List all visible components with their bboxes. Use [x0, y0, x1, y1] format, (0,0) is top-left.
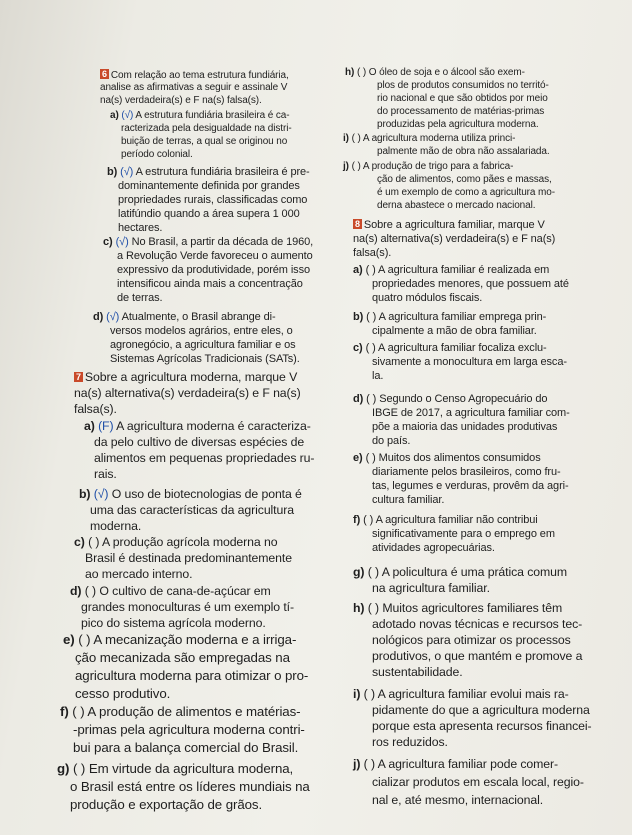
q7-item-f-mark[interactable]: ( ) [72, 704, 85, 719]
q8-item-i-mark[interactable]: ( ) [363, 687, 375, 701]
q7-item-d-line-1: d) ( ) O cultivo de cana-de-açúcar em [70, 584, 271, 598]
question-8-line-3: falsa(s). [353, 247, 392, 259]
q8-item-d-line-4: do país. [372, 435, 411, 447]
q7-item-c-line-1: c) ( ) A produção agrícola moderna no [74, 535, 278, 549]
q6-item-b-line-1: b) (√) A estrutura fundiária brasileira é pre- [107, 166, 310, 178]
q8-item-e-line-1: e) ( ) Muitos dos alimentos consumidos [353, 452, 541, 464]
q8-item-h-line-4: produtivos, o que mantém e promove a [372, 649, 583, 663]
q8-item-i-line-3: porque esta apresenta recursos financei- [372, 719, 592, 733]
q6-item-a-line-4: período colonial. [121, 149, 193, 160]
q7-item-e-line-1: e) ( ) A mecanização moderna e a irriga- [63, 632, 297, 647]
q7-item-h-line-3: rio nacional e que são obtidos por meio [377, 93, 548, 104]
q6-item-c-line-5: de terras. [117, 292, 163, 304]
q7-item-g-line-3: produção e exportação de grãos. [70, 797, 263, 812]
q8-item-e-mark[interactable]: ( ) [365, 452, 376, 464]
q7-item-b-line-2: uma das características da agricultura [90, 503, 294, 517]
q6-item-c-line-1: c) (√) No Brasil, a partir da década de 1960, [103, 236, 314, 248]
q7-item-h-line-1: h) ( ) O óleo de soja e o álcool são exem- [345, 67, 525, 78]
q6-item-b-line-4: latifúndio quando a área supera 1 000 [118, 208, 300, 220]
q8-item-a-line-3: quatro módulos fiscais. [372, 292, 483, 304]
q6-item-b-mark[interactable]: (√) [120, 166, 134, 178]
q7-item-g-mark[interactable]: ( ) [72, 761, 86, 776]
q6-item-d-line-1: d) (√) Atualmente, o Brasil abrange di- [93, 311, 276, 323]
q8-item-g-line-1: g) ( ) A policultura é uma prática comum [353, 565, 568, 579]
q6-item-c-line-3: expressivo da produtividade, porém isso [117, 264, 310, 276]
q6-item-b-line-2: dominantemente definida por grandes [118, 180, 300, 192]
q8-item-i-line-1: i) ( ) A agricultura familiar evolui mais ra- [353, 687, 569, 701]
q8-item-g-mark[interactable]: ( ) [367, 565, 380, 579]
q8-item-h-line-3: nológicos para otimizar os processos [372, 633, 571, 647]
q7-item-a-line-3: alimentos em pequenas propriedades ru- [94, 451, 315, 465]
q8-item-b-line-1: b) ( ) A agricultura familiar emprega prin- [353, 311, 547, 323]
q7-item-c-line-2: Brasil é destinada predominantemente [85, 551, 292, 565]
q7-item-i-line-2: palmente mão de obra não assalariada. [377, 146, 550, 157]
q6-item-a-line-2: racterizada pela desigualdade na distri- [121, 123, 292, 134]
q6-item-c-mark[interactable]: (√) [115, 236, 129, 248]
q8-item-c-mark[interactable]: ( ) [365, 342, 376, 354]
q7-item-h-mark[interactable]: ( ) [356, 67, 367, 78]
q8-item-f-line-1: f) ( ) A agricultura familiar não contribui [353, 514, 538, 526]
q6-item-d-mark[interactable]: (√) [106, 311, 120, 323]
q7-item-a-line-2: da pelo cultivo de diversas espécies de [94, 435, 305, 449]
q8-item-d-line-1: d) ( ) Segundo o Censo Agropecuário do [353, 393, 548, 405]
question-6-line-3: na(s) verdadeira(s) e F na(s) falsa(s). [100, 95, 262, 106]
q8-item-d-mark[interactable]: ( ) [366, 393, 377, 405]
q8-item-h-line-2: adotado novas técnicas e recursos tec- [372, 617, 583, 631]
q6-item-b-line-3: propriedades rurais, classificadas como [118, 194, 308, 206]
q8-item-j-line-2: cializar produtos em escala local, regio- [372, 775, 584, 789]
q7-item-a-mark[interactable]: (F) [98, 419, 114, 433]
q8-item-c-line-2: sivamente a monocultura em larga esca- [372, 356, 567, 368]
q7-item-g-line-2: o Brasil está entre os líderes mundiais na [70, 779, 310, 794]
q7-item-g-line-1: g) ( ) Em virtude da agricultura moderna, [57, 761, 294, 776]
q7-item-j-line-2: ção de alimentos, como pães e massas, [377, 174, 552, 185]
q8-item-c-line-1: c) ( ) A agricultura familiar focaliza exclu- [353, 342, 547, 354]
q6-item-b-line-5: hectares. [118, 222, 163, 234]
question-7-line-1: 7 Sobre a agricultura moderna, marque V [76, 370, 298, 384]
q7-item-e-line-3: agricultura moderna para otimizar o pro- [75, 668, 309, 683]
q8-item-a-mark[interactable]: ( ) [365, 264, 376, 276]
q7-item-b-line-1: b) (√) O uso de biotecnologias de ponta é [79, 487, 302, 501]
q7-item-a-line-4: rais. [94, 467, 117, 481]
q8-item-f-mark[interactable]: ( ) [363, 514, 374, 526]
q6-item-c-line-4: intensificou ainda mais a concentração [117, 278, 303, 290]
q7-item-h-line-4: do processamento de matérias-primas [377, 106, 545, 117]
q7-item-j-line-4: derna abastece o mercado nacional. [377, 200, 536, 211]
q7-item-i-mark[interactable]: ( ) [351, 133, 361, 144]
q8-item-b-mark[interactable]: ( ) [366, 311, 377, 323]
q8-item-i-line-4: ros reduzidos. [372, 735, 448, 749]
q8-item-d-line-2: IBGE de 2017, a agricultura familiar com- [372, 407, 570, 419]
q8-item-h-mark[interactable]: ( ) [367, 601, 380, 615]
q7-item-e-line-4: cesso produtivo. [75, 686, 171, 701]
q7-item-d-line-3: pico do sistema agrícola moderno. [81, 616, 266, 630]
q8-item-e-line-3: tas, legumes e verduras, provêm da agri- [372, 480, 569, 492]
q8-item-c-line-3: la. [372, 370, 384, 382]
q8-item-e-line-4: cultura familiar. [372, 494, 445, 506]
q7-item-i-line-1: i) ( ) A agricultura moderna utiliza princi- [343, 133, 516, 144]
q6-item-d-line-3: agronegócio, a agricultura familiar e os [110, 339, 296, 351]
q7-item-j-mark[interactable]: ( ) [351, 161, 361, 172]
q8-item-e-line-2: diariamente pelos brasileiros, como fru- [372, 466, 561, 478]
question-8-line-2: na(s) alternativa(s) verdadeira(s) e F na(s) [353, 233, 556, 245]
q7-item-j-line-1: j) ( ) A produção de trigo para a fabrica- [343, 161, 514, 172]
question-6-line-2: analise as afirmativas a seguir e assinale V [100, 82, 288, 93]
q6-item-d-line-4: Sistemas Agrícolas Tradicionais (SATs). [110, 353, 300, 365]
q7-item-e-line-2: ção mecanizada são empregadas na [75, 650, 290, 665]
question-7-line-2: na(s) alternativa(s) verdadeira(s) e F na(s) [74, 386, 301, 400]
question-6-line-1: 6 Com relação ao tema estrutura fundiária, [102, 69, 289, 81]
q8-item-a-line-2: propriedades menores, que possuem até [372, 278, 569, 290]
q7-item-h-line-5: produzidas pela agricultura moderna. [377, 119, 539, 130]
q7-item-e-mark[interactable]: ( ) [78, 632, 91, 647]
q7-item-d-mark[interactable]: ( ) [84, 584, 97, 598]
q7-item-b-mark[interactable]: (√) [93, 487, 109, 501]
q7-item-b-line-3: moderna. [90, 519, 142, 533]
q7-item-f-line-1: f) ( ) A produção de alimentos e matérias- [60, 704, 301, 719]
q7-item-a-line-1: a) (F) A agricultura moderna é caracteriza- [84, 419, 311, 433]
q7-item-h-line-2: plos de produtos consumidos no territó- [377, 80, 549, 91]
q8-item-g-line-2: na agricultura familiar. [372, 581, 490, 595]
q8-item-j-mark[interactable]: ( ) [363, 757, 375, 771]
question-8-line-1: 8 Sobre a agricultura familiar, marque V [355, 219, 545, 231]
q8-item-h-line-5: sustentabilidade. [372, 665, 463, 679]
question-8-number: 8 [355, 219, 360, 229]
question-7-number: 7 [76, 372, 81, 382]
q8-item-i-line-2: pidamente do que a agricultura moderna [372, 703, 590, 717]
q8-item-b-line-2: cipalmente a mão de obra familiar. [372, 325, 537, 337]
q6-item-a-line-3: buição de terras, a qual se originou no [121, 136, 288, 147]
q7-item-f-line-3: bui para a balança comercial do Brasil. [73, 740, 299, 755]
q8-item-f-line-3: atividades agropecuárias. [372, 542, 495, 554]
question-6-number: 6 [102, 69, 107, 79]
q6-item-d-line-2: versos modelos agrários, entre eles, o [110, 325, 293, 337]
q8-item-a-line-1: a) ( ) A agricultura familiar é realizada em [353, 264, 550, 276]
q8-item-f-line-2: significativamente para o emprego em [372, 528, 555, 540]
q7-item-j-line-3: é um exemplo de como a agricultura mo- [377, 187, 555, 198]
q7-item-f-line-2: -primas pela agricultura moderna contri- [73, 722, 305, 737]
q8-item-j-line-1: j) ( ) A agricultura familiar pode comer- [353, 757, 559, 771]
q7-item-d-line-2: grandes monoculturas é um exemplo tí- [81, 600, 294, 614]
q6-item-a-line-1: a) (√) A estrutura fundiária brasileira é ca- [110, 110, 290, 121]
q6-item-a-mark[interactable]: (√) [121, 110, 134, 121]
q8-item-h-line-1: h) ( ) Muitos agricultores familiares têm [353, 601, 563, 615]
question-7-line-3: falsa(s). [74, 402, 117, 416]
q8-item-j-line-3: nal e, até mesmo, internacional. [372, 793, 544, 807]
q7-item-c-mark[interactable]: ( ) [88, 535, 100, 549]
q6-item-c-line-2: a Revolução Verde favoreceu o aumento [117, 250, 313, 262]
q7-item-c-line-3: ao mercado interno. [85, 567, 193, 581]
q8-item-d-line-3: põe a maioria das unidades produtivas [372, 421, 558, 433]
